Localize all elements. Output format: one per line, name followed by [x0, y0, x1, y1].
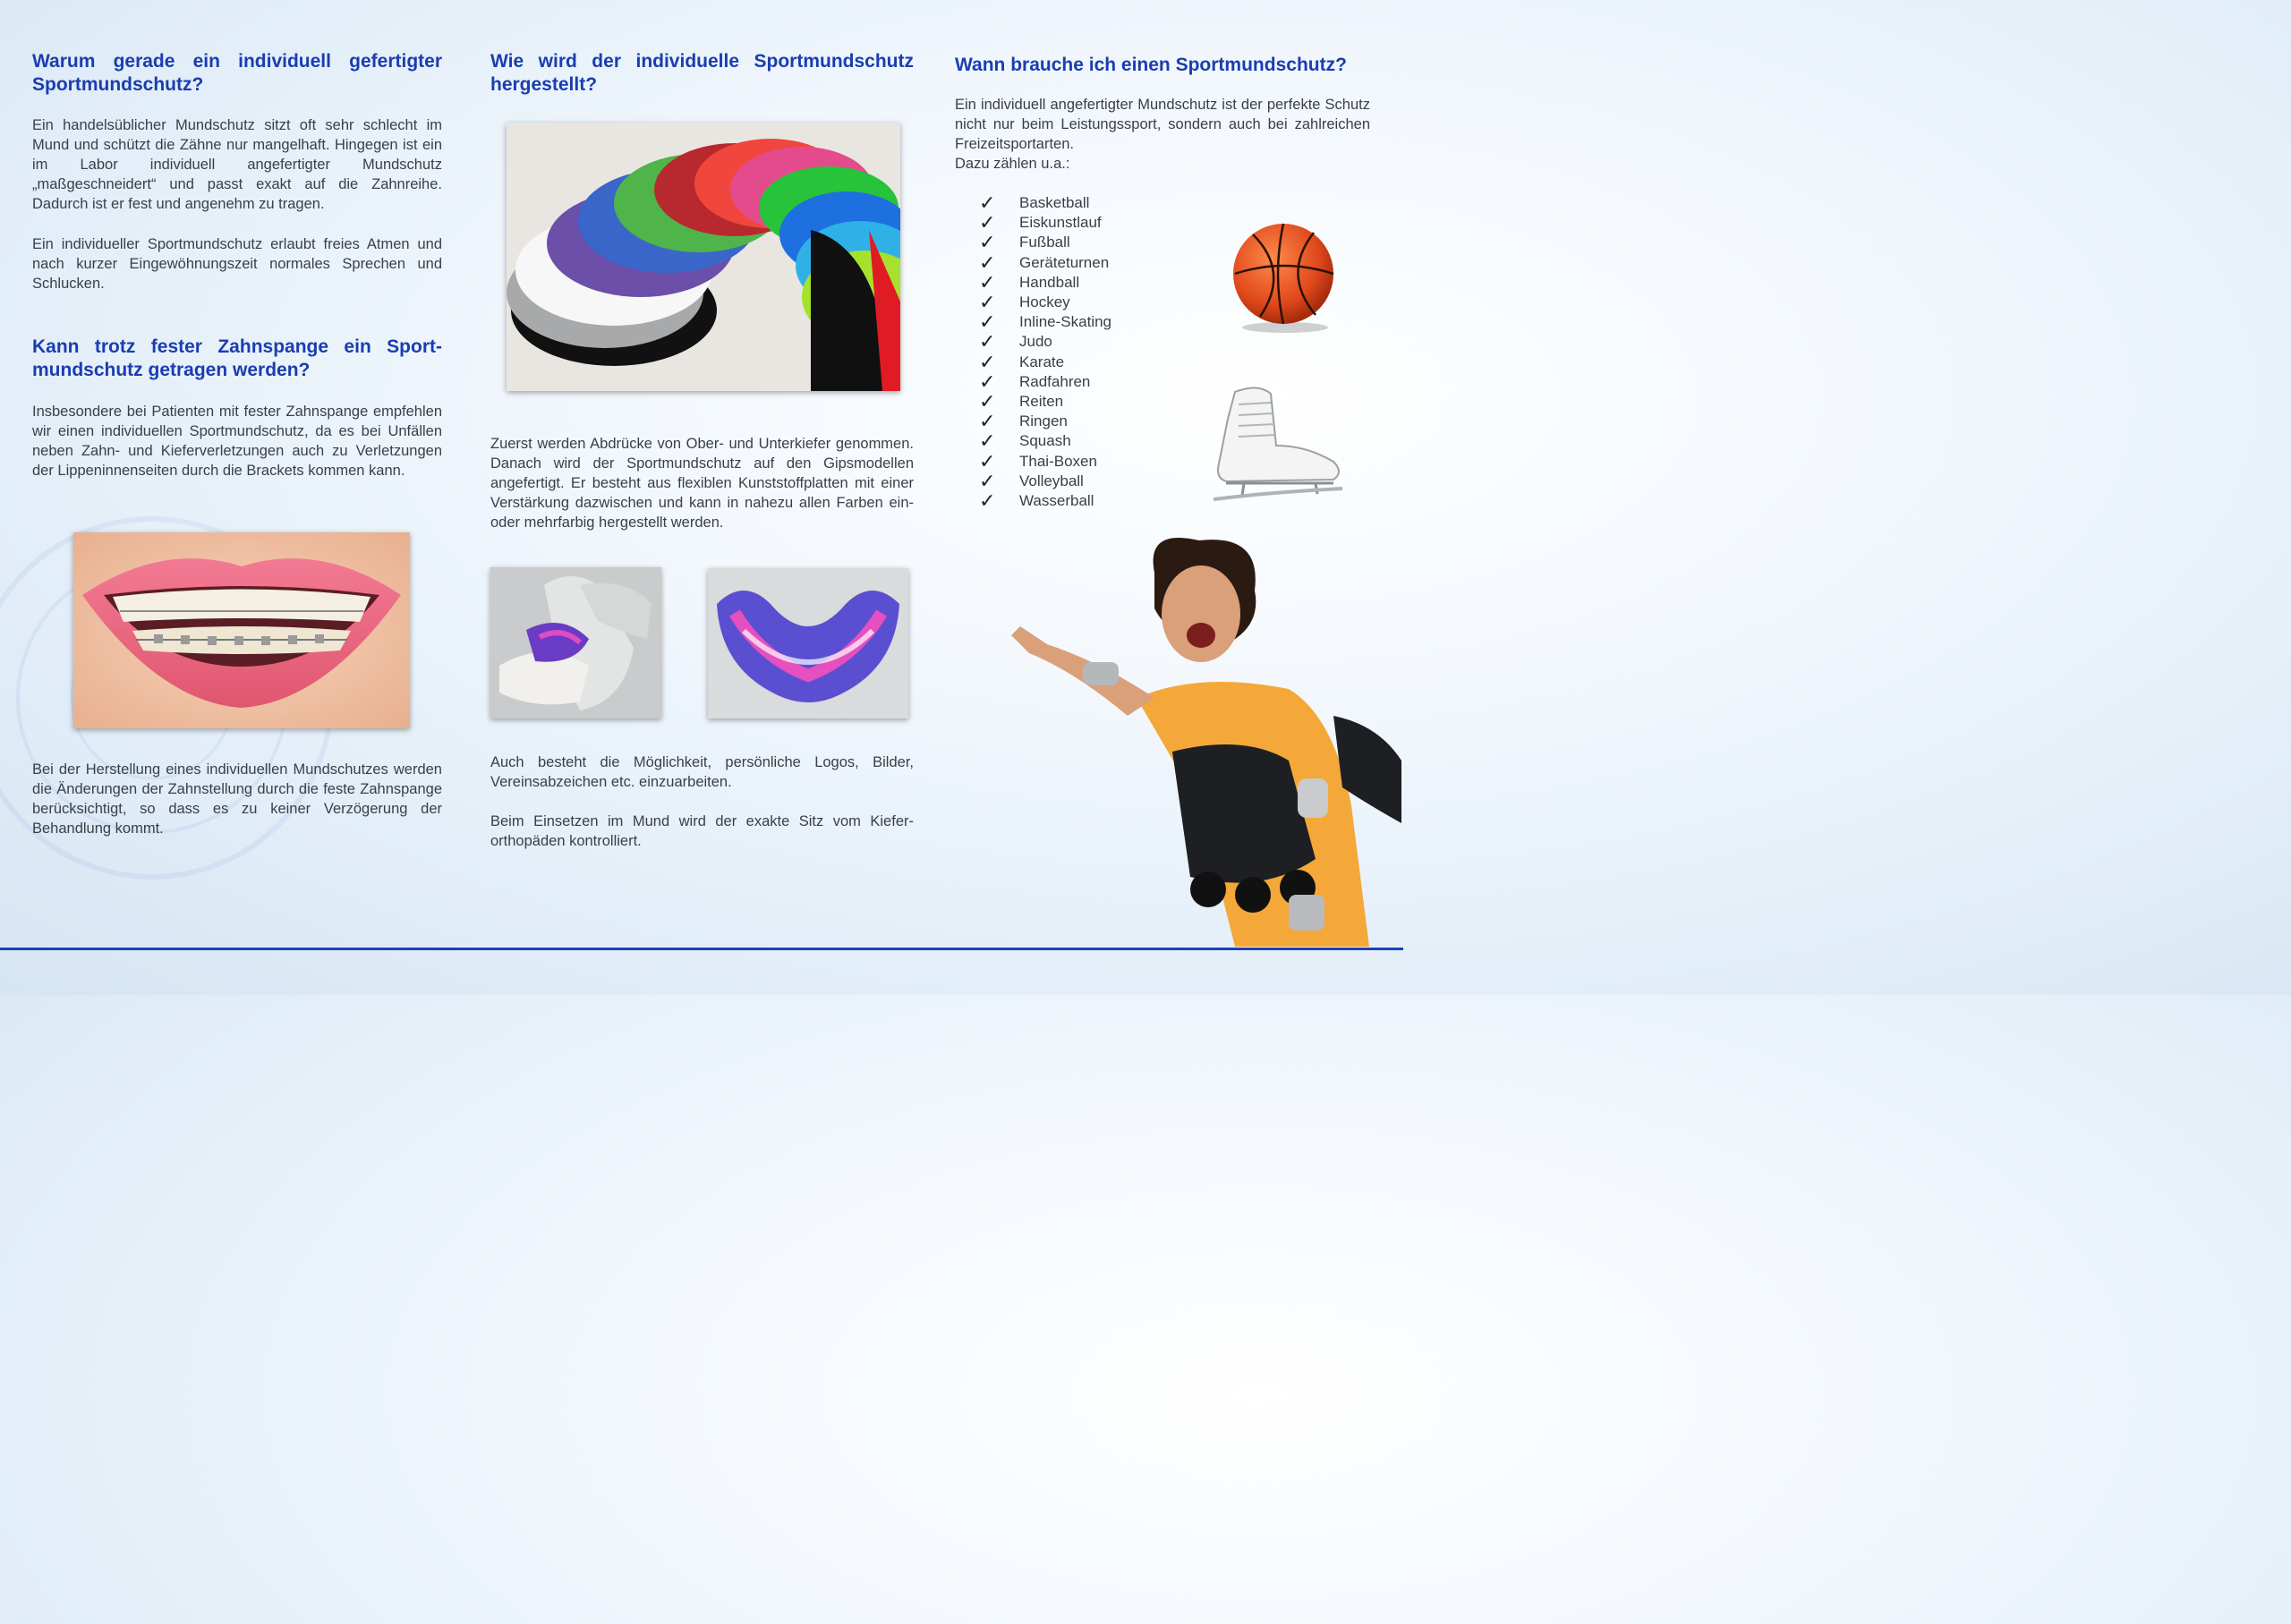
- mouthguard-closeup-photo: [708, 568, 908, 718]
- mouthguard-model-photo: [490, 567, 661, 718]
- heading-braces: Kann trotz fester Zahnspange ein Sportmundschutz getragen werden?: [32, 336, 442, 380]
- paragraph-commercial-guard: Ein handelsüblicher Mundschutz sitzt oft sehr schlecht im Mund und schützt die Zähne nur mangelhaft. Hingegen ist ein im Labor individuell angefertigter Mundschutz „maßgeschneidert“ und passt exakt auf die Zahnreihe. Dadurch ist er fest und angenehm zu tragen.: [32, 117, 442, 212]
- list-item: [979, 253, 1111, 273]
- sport-name: Reiten: [1019, 392, 1064, 410]
- list-item: [979, 389, 1111, 412]
- check-icon: ✓: [979, 410, 996, 433]
- heading-when-needed: Wann brauche ich einen Sportmundschutz?: [955, 55, 1347, 75]
- list-item: [979, 332, 1111, 352]
- check-icon: ✓: [979, 330, 996, 353]
- sport-name: Basketball: [1019, 194, 1090, 212]
- heading-why-individual: Warum gerade ein individuell gefertigter Sportmundschutz?: [32, 51, 442, 95]
- list-item: [979, 372, 1111, 392]
- check-icon: ✓: [979, 291, 996, 314]
- check-icon: ✓: [979, 469, 996, 492]
- sport-name: Radfahren: [1019, 372, 1091, 390]
- check-icon: ✓: [979, 191, 996, 215]
- paragraph-logos: Auch besteht die Möglichkeit, persönliche Logos, Bilder, Vereinsabzeichen etc. einzuarbeiten.: [490, 754, 914, 790]
- sport-name: Inline-Skating: [1019, 313, 1112, 331]
- check-icon: ✓: [979, 251, 996, 274]
- list-item: [979, 270, 1111, 293]
- sport-name: Hockey: [1019, 293, 1070, 311]
- heading-how-made: Wie wird der individuelle Sportmundschutz hergestellt?: [490, 51, 914, 95]
- basketball-image: [1228, 222, 1342, 335]
- list-item: [979, 233, 1111, 252]
- check-icon: ✓: [979, 489, 996, 512]
- check-icon: ✓: [979, 270, 996, 293]
- sport-name: Volleyball: [1019, 472, 1084, 489]
- paragraph-breathing: Ein individueller Sportmundschutz erlaubt freies Atmen und nach kurzer Eingewöhnungszeit normales Sprechen und Schlucken.: [32, 236, 442, 292]
- sport-name: Karate: [1019, 353, 1065, 370]
- list-item: [979, 312, 1111, 332]
- list-item: [979, 213, 1111, 233]
- sport-name: Geräteturnen: [1019, 253, 1110, 271]
- list-item: [979, 193, 1111, 213]
- plastic-discs-photo: [507, 123, 900, 391]
- list-item: [979, 469, 1111, 492]
- sport-name: Judo: [1019, 333, 1052, 351]
- bottom-rule: [0, 948, 1403, 950]
- paragraph-intro: Ein individuell angefertigter Mundschutz ist der perfekte Schutz nicht nur beim Leistungssport, sondern auch bei zahlreichen Freizeitsportarten.: [955, 97, 1370, 152]
- check-icon: ✓: [979, 350, 996, 373]
- sport-name: Eiskunstlauf: [1019, 214, 1102, 232]
- sports-list: [979, 193, 1111, 511]
- check-icon: ✓: [979, 211, 996, 234]
- braces-smile-photo: [73, 532, 410, 728]
- paragraph-intro-list: Dazu zählen u.a.:: [955, 156, 1070, 172]
- check-icon: ✓: [979, 389, 996, 412]
- sport-name: Fußball: [1019, 234, 1070, 251]
- check-icon: ✓: [979, 310, 996, 334]
- list-item: [979, 293, 1111, 312]
- list-item: [979, 412, 1111, 431]
- check-icon: ✓: [979, 231, 996, 254]
- check-icon: ✓: [979, 370, 996, 393]
- sport-name: Thai-Boxen: [1019, 452, 1097, 470]
- list-item: [979, 350, 1111, 373]
- paragraph-braces-recommendation: Insbesondere bei Patienten mit fester Zahnspange empfehlen wir einen individuellen Sportmundschutz, da es bei Unfällen neben Zahn- und Kieferverletzungen auch zu Verletzungen der Lippeninnenseiten durch die Brackets kommen kann.: [32, 404, 442, 479]
- sport-name: Squash: [1019, 432, 1071, 450]
- paragraph-production-process: Zuerst werden Abdrücke von Ober- und Unterkiefer genommen. Danach wird der Sportmundschutz auf den Gipsmodellen angefertigt. Er besteht aus flexiblen Kunststoffplatten mit einer Verstärkung dazwischen und kann in nahezu allen Farben ein- oder mehrfarbig hergestellt werden.: [490, 436, 914, 531]
- list-item: [979, 491, 1111, 511]
- paragraph-fitting-check: Beim Einsetzen im Mund wird der exakte Sitz vom Kieferorthopäden kontrolliert.: [490, 813, 914, 849]
- list-item: [979, 431, 1111, 451]
- check-icon: ✓: [979, 449, 996, 472]
- paragraph-braces-production: Bei der Herstellung eines individuellen Mundschutzes werden die Änderungen der Zahnstellung durch die feste Zahnspange berücksichtigt, so dass es zu keiner Verzögerung der Behandlung kommt.: [32, 761, 442, 837]
- ice-skate-image: [1208, 383, 1348, 513]
- sport-name: Wasserball: [1019, 491, 1094, 509]
- check-icon: ✓: [979, 429, 996, 453]
- sport-name: Handball: [1019, 273, 1080, 291]
- teen-skater-image: [993, 537, 1403, 947]
- list-item: [979, 451, 1111, 471]
- sport-name: Ringen: [1019, 412, 1068, 430]
